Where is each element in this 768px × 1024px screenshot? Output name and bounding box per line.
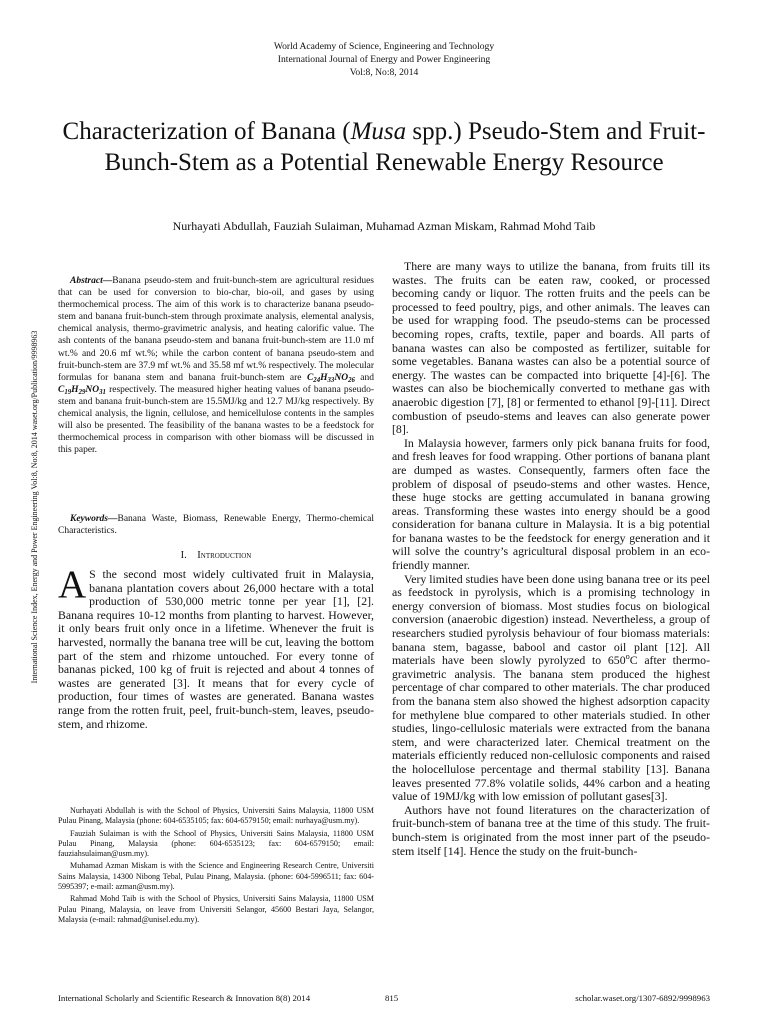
footer-url[interactable]: scholar.waset.org/1307-6892/9998963	[575, 993, 710, 1003]
intro-paragraph-1: S the second most widely cultivated fruit in Malaysia, banana plantation covers about 26,000 hectare with a total production of 530,000 metric tonne per year [1], [2]. Banana requires 10-12 months from planting to harvest. However, it only bears fruit only once in a lifetime. Whenever the fruit is harvested, normally the banana tree will be cut, leaving the bottom part of the stem and rhizome untouched. For every tonne of bananas picked, 100 kg of fruit is rejected and about 4 tonnes of wastes are generated [3]. It means that for every cycle of production, four times of wastes are generated. Banana wastes range from the rotten fruit, peel, fruit-bunch-stem, leaves, pseudo-stem, and rhizome.	[58, 567, 374, 731]
abstract-dash: —	[102, 276, 113, 286]
section-number: I.	[180, 550, 187, 561]
keywords-dash: —	[108, 514, 118, 524]
right-paragraph-1: There are many ways to utilize the banana, from fruits till its wastes. The fruits can be eaten raw, cooked, or processed becoming candy or liquor. The rotten fruits and the peels can be processed to feed poultry, pigs, and other animals. The leaves can be used for wrapping food. The pseudo-stems can be processed becoming ropes, crafts, textile, paper and boards. All parts of banana wastes can also be composted as fertilizer, suitable for some vegetables. Banana wastes can also be a potential source of energy. The wastes can be compacted into briquette [4]-[6]. The wastes can also be biochemically converted to methane gas with anaerobic digestion [7], [8] or fermented to ethanol [9]-[11]. Direct combustion of pseudo-stems and leaves can also generate power [8].	[392, 259, 710, 437]
footnote-author-2: Fauziah Sulaiman is with the School of Physics, Universiti Sains Malaysia, 11800 USM Pulau Pinang, Malaysia (phone: 604-6535123; fax: 604-6579150; email: fauziahsulaiman@usm.my).	[58, 828, 374, 859]
abstract-and: and	[354, 372, 375, 383]
publisher-name: World Academy of Science, Engineering and Technology	[273, 41, 495, 52]
keywords	[58, 513, 374, 537]
author-list: Nurhayati Abdullah, Fauziah Sulaiman, Muhamad Azman Miskam, Rahmad Mohd Taib	[172, 219, 596, 233]
journal-name: International Journal of Energy and Power Engineering	[277, 54, 491, 65]
page-number: 815	[385, 993, 399, 1003]
molecular-formula-fruit-bunch-stem: $C_{19}H_{29}NO_{31}$	[58, 384, 106, 396]
right-paragraph-3-a: Very limited studies have been done using banana tree or its peel as feedstock in pyrolysis, which is a promising technology in energy conversion of biomass. Most studies focus on biological conversion (anaerobic digestion) instead. Nevertheless, a group of researchers studied pyrolysis behaviour of four biomass materials: banana stem, bagasse, babool and castor oil plant [12]. All materials have been slowly pyrolyzed to 650	[392, 571, 710, 668]
title-part-1: Characterization of Banana (	[62, 118, 351, 145]
drop-cap: A	[58, 563, 87, 606]
footnote-author-3: Muhamad Azman Miskam is with the Science and Engineering Research Centre, Universiti Sains Malaysia, 14300 Nibong Tebal, Pulau Pinang, Malaysia. (phone: 604-5996511; fax: 604-5995397; e-mail: azman@usm.my).	[58, 861, 374, 892]
degree-mark: o	[625, 652, 630, 662]
abstract-text-a: Banana pseudo-stem and fruit-bunch-stem are agricultural residues that can be used for conversion to bio-char, bio-oil, and gases by using thermochemical process. The aim of this work is to characterize banana pseudo-stem and banana fruit-bunch-stem through proximate analysis, elemental analysis, chemical analysis, thermo-gravimetric analysis, and heating calorific value. The ash contents of the banana pseudo-stem and banana fruit-bunch-stem are 11.0 mf wt.% and 20.6 mf wt.%; while the carbon content of banana pseudo-stem and fruit-bunch-stem are 37.9 mf wt.% and 35.58 mf wt.% respectively. The molecular formulas for banana stem and banana fruit-bunch-stem are	[58, 276, 374, 383]
section-heading-introduction	[58, 549, 374, 562]
page-footer	[58, 992, 710, 1006]
side-citation	[27, 330, 43, 684]
title-genus: Musa	[350, 118, 407, 145]
paper-title	[40, 116, 728, 178]
right-column-body	[392, 260, 710, 858]
side-citation-text: International Science Index, Energy and Power Engineering Vol:8, No:8, 2014 waset.org/Publication/9998963	[30, 330, 39, 684]
abstract-label: Abstract	[70, 276, 103, 286]
section-title: Introduction	[197, 550, 252, 561]
right-paragraph-3-b: C after thermo-gravimetric analysis. The banana stem produced the highest percentage of char compared to other materials. The char produced from the banana stem also showed the highest adsorption capacity for methylene blue compared to other materials studied. In other studies, lingo-cellulosic materials were extracted from the banana stem, and were characterized later. Chemical treatment on the materials efficiently reduced non-cellulosic components and raised the holocellulose percentage and thermal stability [13]. Banana leaves presented 77.8% volatile solids, 44% carbon and a heating value of 19MJ/kg with low emission of pollutant gases[3].	[392, 653, 710, 804]
introduction-body	[58, 563, 374, 731]
volume-info: Vol:8, No:8, 2014	[349, 67, 419, 78]
keywords-text: Banana Waste, Biomass, Renewable Energy, Thermo-chemical Characteristics.	[58, 514, 374, 537]
right-paragraph-4: Authors have not found literatures on the characterization of fruit-bunch-stem of banana tree at the time of this study. The fruit-bunch-stem is originated from the most inner part of the pseudo-stem itself [14]. Hence the study on the fruit-bunch-	[392, 802, 710, 858]
keywords-label: Keywords	[70, 514, 108, 524]
footnote-author-1: Nurhayati Abdullah is with the School of Physics, Universiti Sains Malaysia, 11800 USM Pulau Pinang, Malaysia (phone: 604-6535105; fax: 604-6579150; email: nurhaya@usm.my).	[58, 806, 374, 826]
abstract-text-b: respectively. The measured higher heating values of banana pseudo-stem and banana fruit-bunch-stem are 15.5MJ/kg and 12.7 MJ/kg respectively. By chemical analysis, the lignin, cellulose, and hemicellulose contents in the samples will also be presented. The feasibility of the banana wastes to be a feedstock for thermochemical process in comparison with other biomass will be discussed in this paper.	[58, 384, 374, 456]
right-paragraph-2: In Malaysia however, farmers only pick banana fruits for food, and fresh leaves for food wrapping. Other portions of banana plant are dumped as wastes. Consequently, farmers often face the problem of disposal of pseudo-stems and other wastes. Hence, these huge stocks are getting accumulated in banana growing areas. Transforming these wastes into energy should be a good consideration for banana culture in Malaysia. It is a big potential for banana wastes to be the feedstock for energy generation and it will solve the country’s agricultural disposal problem in an eco-friendly manner.	[392, 435, 710, 573]
footer-publication: International Scholarly and Scientific Research & Innovation 8(8) 2014	[58, 993, 311, 1003]
journal-header	[0, 40, 768, 79]
footnote-author-4: Rahmad Mohd Taib is with the School of Physics, Universiti Sains Malaysia, 11800 USM Pulau Pinang, Malaysia, on leave from Universiti Selangor, 45600 Bestari Jaya, Selangor, Malaysia (e-mail: rahmad@unisel.edu.my).	[58, 894, 374, 924]
author-footnotes	[58, 806, 374, 927]
right-paragraph-3	[392, 573, 710, 804]
title-part-2: spp.) Pseudo-Stem and Fruit-Bunch-Stem as a Potential Renewable Energy Resource	[104, 118, 706, 176]
molecular-formula-pseudo-stem: $C_{24}H_{33}NO_{26}$	[306, 372, 355, 384]
abstract	[58, 275, 374, 456]
